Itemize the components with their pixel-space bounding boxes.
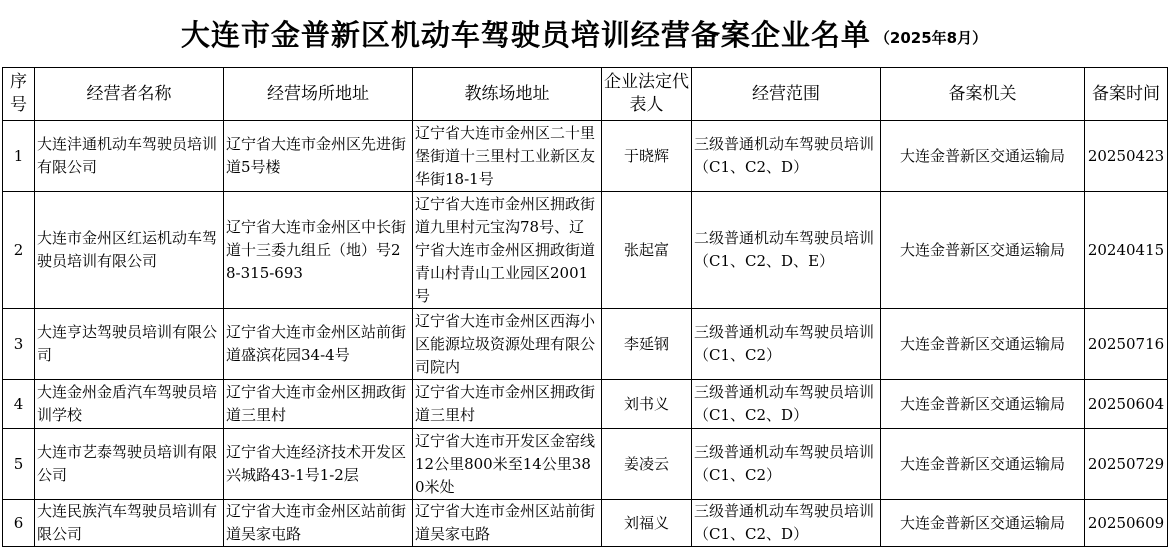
header-field: 教练场地址 xyxy=(413,68,602,121)
header-rep: 企业法定代表人 xyxy=(602,68,692,121)
cell-office: 辽宁省大连市金州区站前街道盛滨花园34-4号 xyxy=(224,309,413,380)
cell-date: 20250604 xyxy=(1085,380,1168,429)
header-date: 备案时间 xyxy=(1085,68,1168,121)
cell-scope: 三级普通机动车驾驶员培训（C1、C2） xyxy=(692,429,881,500)
header-authority: 备案机关 xyxy=(881,68,1085,121)
header-office: 经营场所地址 xyxy=(224,68,413,121)
cell-rep: 刘书义 xyxy=(602,380,692,429)
page-title: 大连市金普新区机动车驾驶员培训经营备案企业名单 xyxy=(180,18,871,52)
cell-scope: 三级普通机动车驾驶员培训（C1、C2） xyxy=(692,309,881,380)
cell-date: 20250729 xyxy=(1085,429,1168,500)
cell-name: 大连市金州区红运机动车驾驶员培训有限公司 xyxy=(35,192,224,309)
cell-rep: 姜凌云 xyxy=(602,429,692,500)
cell-authority: 大连金普新区交通运输局 xyxy=(881,309,1085,380)
cell-authority: 大连金普新区交通运输局 xyxy=(881,192,1085,309)
cell-field: 辽宁省大连市开发区金窑线12公里800米至14公里380米处 xyxy=(413,429,602,500)
cell-no: 1 xyxy=(3,121,35,192)
cell-name: 大连沣通机动车驾驶员培训有限公司 xyxy=(35,121,224,192)
cell-authority: 大连金普新区交通运输局 xyxy=(881,429,1085,500)
header-scope: 经营范围 xyxy=(692,68,881,121)
cell-no: 4 xyxy=(3,380,35,429)
cell-field: 辽宁省大连市金州区站前街道吴家屯路 xyxy=(413,500,602,547)
cell-office: 辽宁省大连市金州区先进街道5号楼 xyxy=(224,121,413,192)
cell-authority: 大连金普新区交通运输局 xyxy=(881,500,1085,547)
cell-no: 5 xyxy=(3,429,35,500)
cell-office: 辽宁省大连经济技术开发区兴城路43-1号1-2层 xyxy=(224,429,413,500)
cell-office: 辽宁省大连市金州区中长街道十三委九组丘（地）号28-315-693 xyxy=(224,192,413,309)
cell-date: 20240415 xyxy=(1085,192,1168,309)
table-row xyxy=(3,192,1168,309)
page-subtitle: （2025年8月） xyxy=(874,29,988,47)
cell-name: 大连民族汽车驾驶员培训有限公司 xyxy=(35,500,224,547)
cell-office: 辽宁省大连市金州区拥政街道三里村 xyxy=(224,380,413,429)
table-row xyxy=(3,500,1168,547)
cell-rep: 李延钢 xyxy=(602,309,692,380)
header-no: 序号 xyxy=(3,68,35,121)
cell-rep: 刘福义 xyxy=(602,500,692,547)
cell-name: 大连亨达驾驶员培训有限公司 xyxy=(35,309,224,380)
cell-name: 大连金州金盾汽车驾驶员培训学校 xyxy=(35,380,224,429)
cell-date: 20250423 xyxy=(1085,121,1168,192)
cell-authority: 大连金普新区交通运输局 xyxy=(881,121,1085,192)
page-header xyxy=(0,0,1168,67)
cell-no: 3 xyxy=(3,309,35,380)
cell-scope: 三级普通机动车驾驶员培训（C1、C2、D） xyxy=(692,380,881,429)
cell-scope: 二级普通机动车驾驶员培训（C1、C2、D、E） xyxy=(692,192,881,309)
cell-field: 辽宁省大连市金州区拥政街道三里村 xyxy=(413,380,602,429)
cell-scope: 三级普通机动车驾驶员培训（C1、C2、D） xyxy=(692,500,881,547)
cell-rep: 于晓辉 xyxy=(602,121,692,192)
cell-rep: 张起富 xyxy=(602,192,692,309)
cell-date: 20250609 xyxy=(1085,500,1168,547)
cell-date: 20250716 xyxy=(1085,309,1168,380)
cell-no: 2 xyxy=(3,192,35,309)
cell-field: 辽宁省大连市金州区拥政街道九里村元宝沟78号、辽宁省大连市金州区拥政街道青山村青山工业园区2001号 xyxy=(413,192,602,309)
header-row xyxy=(3,68,1168,121)
cell-scope: 三级普通机动车驾驶员培训（C1、C2、D） xyxy=(692,121,881,192)
cell-field: 辽宁省大连市金州区西海小区能源垃圾资源处理有限公司院内 xyxy=(413,309,602,380)
cell-no: 6 xyxy=(3,500,35,547)
table-row xyxy=(3,380,1168,429)
cell-name: 大连市艺泰驾驶员培训有限公司 xyxy=(35,429,224,500)
cell-field: 辽宁省大连市金州区二十里堡街道十三里村工业新区友华街18-1号 xyxy=(413,121,602,192)
cell-authority: 大连金普新区交通运输局 xyxy=(881,380,1085,429)
enterprise-table xyxy=(2,67,1168,547)
table-row xyxy=(3,309,1168,380)
table-row xyxy=(3,121,1168,192)
table-row xyxy=(3,429,1168,500)
cell-office: 辽宁省大连市金州区站前街道吴家屯路 xyxy=(224,500,413,547)
header-name: 经营者名称 xyxy=(35,68,224,121)
